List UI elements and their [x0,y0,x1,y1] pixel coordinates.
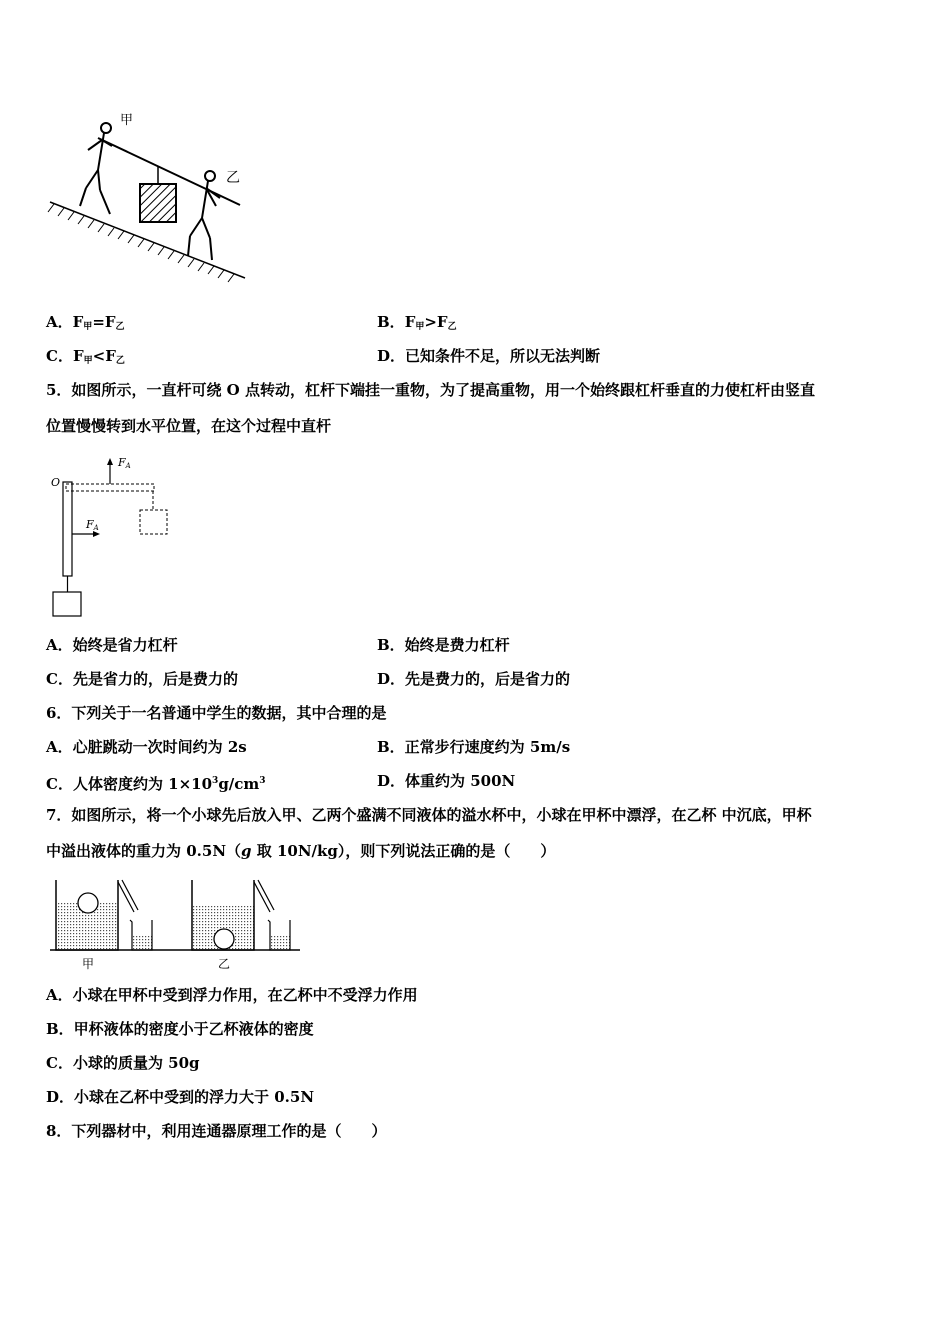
q5-force-top-label: F [118,456,126,469]
q7-label-jia: 甲 [82,957,95,971]
q8-stem: 8．下列器材中，利用连通器原理工作的是（ ） [46,1122,387,1140]
q5-force-top-sub: A [125,462,131,470]
q5-option-d[interactable]: D．先是费力的，后是省力的 [377,670,571,688]
q4-option-d[interactable]: D．已知条件不足，所以无法判断 [377,347,601,365]
q6-option-d[interactable]: D．体重约为 500N [377,772,516,790]
q7-option-a[interactable]: A．小球在甲杯中受到浮力作用，在乙杯中不受浮力作用 [46,986,418,1004]
q7-stem-line1: 7．如图所示，将一个小球先后放入甲、乙两个盛满不同液体的溢水杯中，小球在甲杯中漂浮，在乙杯 中沉底，甲杯 [46,806,812,824]
q4-figure [40,110,260,290]
q5-stem-line2: 位置慢慢转到水平位置，在这个过程中直杆 [46,417,332,435]
q4-label-jia: 甲 [120,113,134,128]
q6-option-a[interactable]: A．心脏跳动一次时间约为 2s [46,738,247,756]
q4-label-yi: 乙 [226,170,240,186]
q5-option-c[interactable]: C．先是省力的，后是费力的 [46,670,238,688]
q6-stem: 6．下列关于一名普通中学生的数据，其中合理的是 [46,704,387,722]
q7-label-yi: 乙 [218,957,231,971]
q7-option-c[interactable]: C．小球的质量为 50g [46,1054,200,1072]
q6-option-c[interactable]: C．人体密度约为 $1\times 10^3g/cm^3$ [46,775,266,793]
q7-option-b[interactable]: B．甲杯液体的密度小于乙杯液体的密度 [46,1020,314,1038]
q7-stem-line2: 中溢出液体的重力为 0.5N（g 取 10N/kg），则下列说法正确的是（ ） [46,842,556,860]
q5-stem-line1: 5．如图所示，一直杆可绕 O 点转动，杠杆下端挂一重物，为了提高重物，用一个始终跟杠杆垂直的力使杠杆由竖直 [46,381,815,399]
q5-force-side-sub: A [93,524,99,532]
q7-option-d[interactable]: D．小球在乙杯中受到的浮力大于 0.5N [46,1088,315,1106]
q6-option-b[interactable]: B．正常步行速度约为 5m/s [377,738,571,756]
q4-option-a[interactable]: A．$F_甲=F_乙$ [46,313,125,332]
q5-force-side-label: F [86,518,94,531]
q4-option-c[interactable]: C．$F_甲<F_乙$ [46,347,125,366]
svg-text:FA [85,518,99,532]
q5-figure [46,452,186,622]
q5-option-b[interactable]: B．始终是费力杠杆 [377,636,510,654]
q7-figure [46,876,306,972]
q4-option-b[interactable]: B．$F_甲>F_乙$ [377,313,457,332]
q5-option-a[interactable]: A．始终是省力杠杆 [46,636,178,654]
q5-pivot-label: O [51,476,61,489]
svg-text:FA [117,456,131,470]
